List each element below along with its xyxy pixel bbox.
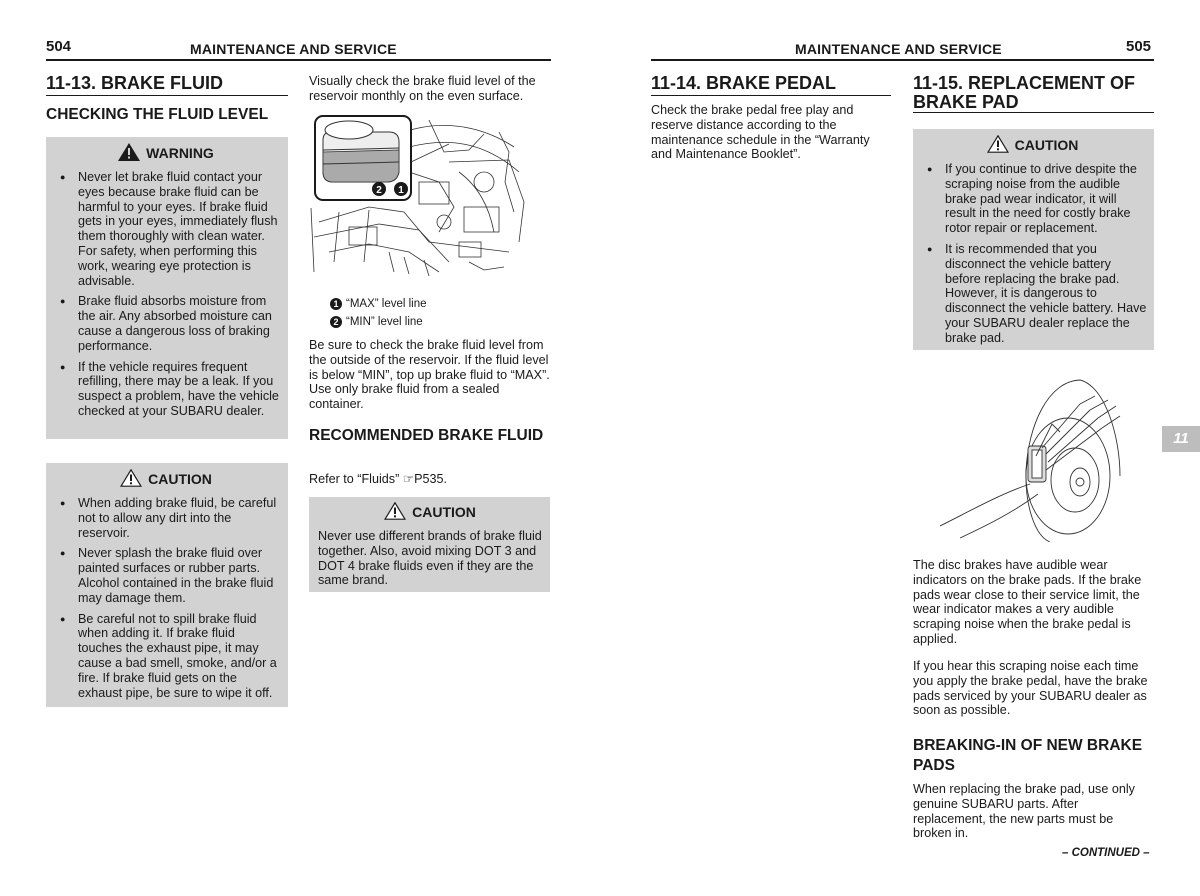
caution-triangle-icon xyxy=(987,135,1009,156)
callout-label: “MIN” level line xyxy=(346,316,423,328)
brake-pad-title-rule xyxy=(913,112,1154,113)
caution-box-title: CAUTION xyxy=(917,135,1148,156)
list-item: ● Brake fluid absorbs moisture from the air. Any absorbed moisture can cause a dangerous loss of braking performance. xyxy=(50,294,282,353)
wear-indicator-paragraph: The disc brakes have audible wear indicators on the brake pads. If the brake pads wear close to their service limit, the wear indicator makes a very audible scraping noise when the brake pedal is applied. xyxy=(913,558,1142,646)
caution-triangle-icon xyxy=(120,469,142,490)
breaking-in-heading: BREAKING-IN OF NEW BRAKE PADS xyxy=(913,737,1143,774)
warning-box xyxy=(46,137,288,439)
brake-fluid-title: 11-13. BRAKE FLUID xyxy=(46,73,224,93)
right-running-head: MAINTENANCE AND SERVICE xyxy=(795,41,1002,57)
list-item: ● Never splash the brake fluid over painted surfaces or rubber parts. Alcohol contained in the brake fluid may damage them. xyxy=(50,546,282,605)
recommended-brake-fluid-heading: RECOMMENDED BRAKE FLUID xyxy=(309,427,544,444)
section-title-rule xyxy=(46,95,288,96)
callout-number: 1 xyxy=(330,298,342,310)
caution-box-fluid xyxy=(46,463,288,707)
left-header-rule xyxy=(46,59,551,61)
caution-text: Never use different brands of brake fluid together. Also, avoid mixing DOT 3 and DOT 4 brake fluids even if they are the same brand. xyxy=(318,529,542,588)
brake-disc-drawing xyxy=(930,376,1130,542)
caution-box-title: CAUTION xyxy=(318,502,542,523)
list-item: ● If the vehicle requires frequent refilling, there may be a leak. If you suspect a problem, have the vehicle checked at your SUBARU dealer. xyxy=(50,360,282,419)
continued-label: – CONTINUED – xyxy=(1062,847,1150,859)
visual-check-paragraph: Visually check the brake fluid level of the reservoir monthly on the even surface. xyxy=(309,74,536,103)
caution-box-title: CAUTION xyxy=(50,469,282,490)
scraping-noise-paragraph: If you hear this scraping noise each time you apply the brake pedal, have the brake pads serviced by your SUBARU dealer as soon as possible. xyxy=(913,659,1148,718)
brake-pedal-title-rule xyxy=(651,95,891,96)
brake-pad-title: 11-15. REPLACEMENT OF BRAKE PAD xyxy=(913,73,1136,112)
brake-disc-illustration xyxy=(930,376,1130,542)
left-page-number: 504 xyxy=(46,38,72,55)
callout-min xyxy=(330,315,550,329)
engine-bay-drawing xyxy=(309,112,531,278)
fluids-reference: Refer to “Fluids” ☞P535. xyxy=(309,472,447,486)
svg-text:2: 2 xyxy=(376,185,382,196)
checking-fluid-level-heading: CHECKING THE FLUID LEVEL xyxy=(46,106,269,123)
caution-triangle-icon xyxy=(384,502,406,523)
left-running-head: MAINTENANCE AND SERVICE xyxy=(190,41,397,57)
brake-pedal-paragraph: Check the brake pedal free play and reserve distance according to the maintenance schedule in the “Warranty and Maintenance Booklet”. xyxy=(651,103,870,162)
warning-box-title: WARNING xyxy=(50,143,282,164)
chapter-tab: 11 xyxy=(1162,426,1200,452)
right-header-rule xyxy=(651,59,1154,61)
list-item: ● If you continue to drive despite the scraping noise from the audible brake pad wear indicator, it will result in the need for costly brake rotor repair or replacement. xyxy=(917,162,1148,236)
list-item: ● Be careful not to spill brake fluid when adding it. If brake fluid touches the exhaust pipe, it may cause a bad smell, smoke, and/or a fire. If brake fluid gets on the exhaust pipe, be sure to wipe it off. xyxy=(50,612,282,701)
brake-pedal-title: 11-14. BRAKE PEDAL xyxy=(651,73,837,93)
callout-max xyxy=(330,297,550,311)
warning-list xyxy=(50,170,282,419)
engine-bay-illustration xyxy=(309,112,531,278)
caution-list xyxy=(917,162,1148,346)
caution-box-brands xyxy=(309,497,550,592)
warning-triangle-icon xyxy=(118,143,140,164)
right-page-number: 505 xyxy=(1126,38,1152,55)
fluid-level-paragraph: Be sure to check the brake fluid level from the outside of the reservoir. If the fluid level is below “MIN”, top up brake fluid to “MAX”. Use only brake fluid from a sealed container. xyxy=(309,338,550,412)
callout-label: “MAX” level line xyxy=(346,298,427,310)
figure-callouts xyxy=(330,297,550,329)
list-item: ● When adding brake fluid, be careful not to allow any dirt into the reservoir. xyxy=(50,496,282,540)
breaking-in-paragraph: When replacing the brake pad, use only genuine SUBARU parts. After replacement, the new parts must be broken in. xyxy=(913,782,1135,841)
list-item: ● It is recommended that you disconnect the vehicle battery before replacing the brake pad. However, it is dangerous to disconnect the vehicle battery. Have your SUBARU dealer replace the brake pad. xyxy=(917,242,1148,346)
caution-list xyxy=(50,496,282,700)
svg-text:1: 1 xyxy=(398,185,404,196)
list-item: ● Never let brake fluid contact your eyes because brake fluid can be harmful to your eyes. If brake fluid gets in your eyes, immediately flush them thoroughly with clean water. For safety, when performing this work, wearing eye protection is advisable. xyxy=(50,170,282,288)
caution-box-pad xyxy=(913,129,1154,350)
callout-number: 2 xyxy=(330,316,342,328)
